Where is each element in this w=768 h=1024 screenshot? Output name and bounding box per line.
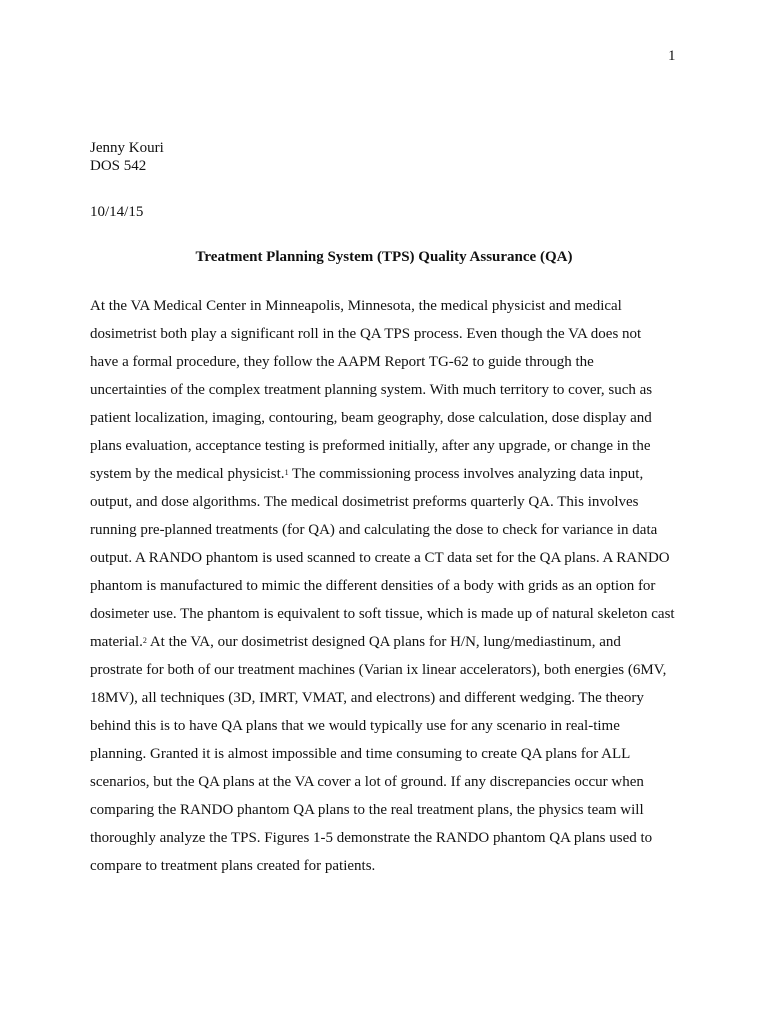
body-line: prostrate for both of our treatment machines (Varian ix linear accelerators), both energies (6MV, [90, 662, 667, 678]
body-line: behind this is to have QA plans that we would typically use for any scenario in real-time [90, 718, 620, 734]
body-line: planning. Granted it is almost impossible and time consuming to create QA plans for ALL [90, 746, 631, 762]
document-date: 10/14/15 [90, 204, 144, 220]
body-line: uncertainties of the complex treatment planning system. With much territory to cover, such as [90, 382, 653, 398]
body-line: thoroughly analyze the TPS. Figures 1-5 demonstrate the RANDO phantom QA plans used to [90, 830, 653, 846]
body-line [90, 632, 680, 660]
body-line: phantom is manufactured to mimic the different densities of a body with grids as an option for [90, 578, 656, 594]
body-line: compare to treatment plans created for patients. [90, 858, 376, 874]
body-line-text: At the VA, our dosimetrist designed QA plans for H/N, lung/mediastinum, and [146, 634, 621, 650]
body-line-text: system by the medical physicist. [90, 466, 285, 482]
body-line-text: The commissioning process involves analyzing data input, [288, 466, 644, 482]
body-line: have a formal procedure, they follow the AAPM Report TG-62 to guide through the [90, 354, 594, 370]
body-line: running pre-planned treatments (for QA) and calculating the dose to check for variance in data [90, 522, 658, 538]
footnote-marker: 1 [284, 468, 289, 477]
body-line: 18MV), all techniques (3D, IMRT, VMAT, and electrons) and different wedging. The theory [90, 690, 644, 706]
body-line: patient localization, imaging, contouring, beam geography, dose calculation, dose display and [90, 410, 652, 426]
body-line: comparing the RANDO phantom QA plans to the real treatment plans, the physics team will [90, 802, 644, 818]
body-line-text: material. [90, 634, 143, 650]
body-line [90, 464, 680, 492]
body-paragraph [90, 296, 680, 884]
course-code: DOS 542 [90, 158, 147, 174]
body-line: At the VA Medical Center in Minneapolis, Minnesota, the medical physicist and medical [90, 298, 622, 314]
page-number: 1 [668, 48, 676, 64]
body-line: dosimeter use. The phantom is equivalent to soft tissue, which is made up of natural skeleton cast [90, 606, 675, 622]
footnote-marker: 2 [142, 636, 147, 645]
author-name: Jenny Kouri [90, 140, 164, 156]
body-line: dosimetrist both play a significant roll in the QA TPS process. Even though the VA does not [90, 326, 642, 342]
body-line: output. A RANDO phantom is used scanned to create a CT data set for the QA plans. A RANDO [90, 550, 670, 566]
body-line: scenarios, but the QA plans at the VA cover a lot of ground. If any discrepancies occur when [90, 774, 644, 790]
body-line: output, and dose algorithms. The medical dosimetrist preforms quarterly QA. This involves [90, 494, 639, 510]
document-title: Treatment Planning System (TPS) Quality Assurance (QA) [195, 249, 573, 265]
body-line: plans evaluation, acceptance testing is preformed initially, after any upgrade, or change in the [90, 438, 651, 454]
